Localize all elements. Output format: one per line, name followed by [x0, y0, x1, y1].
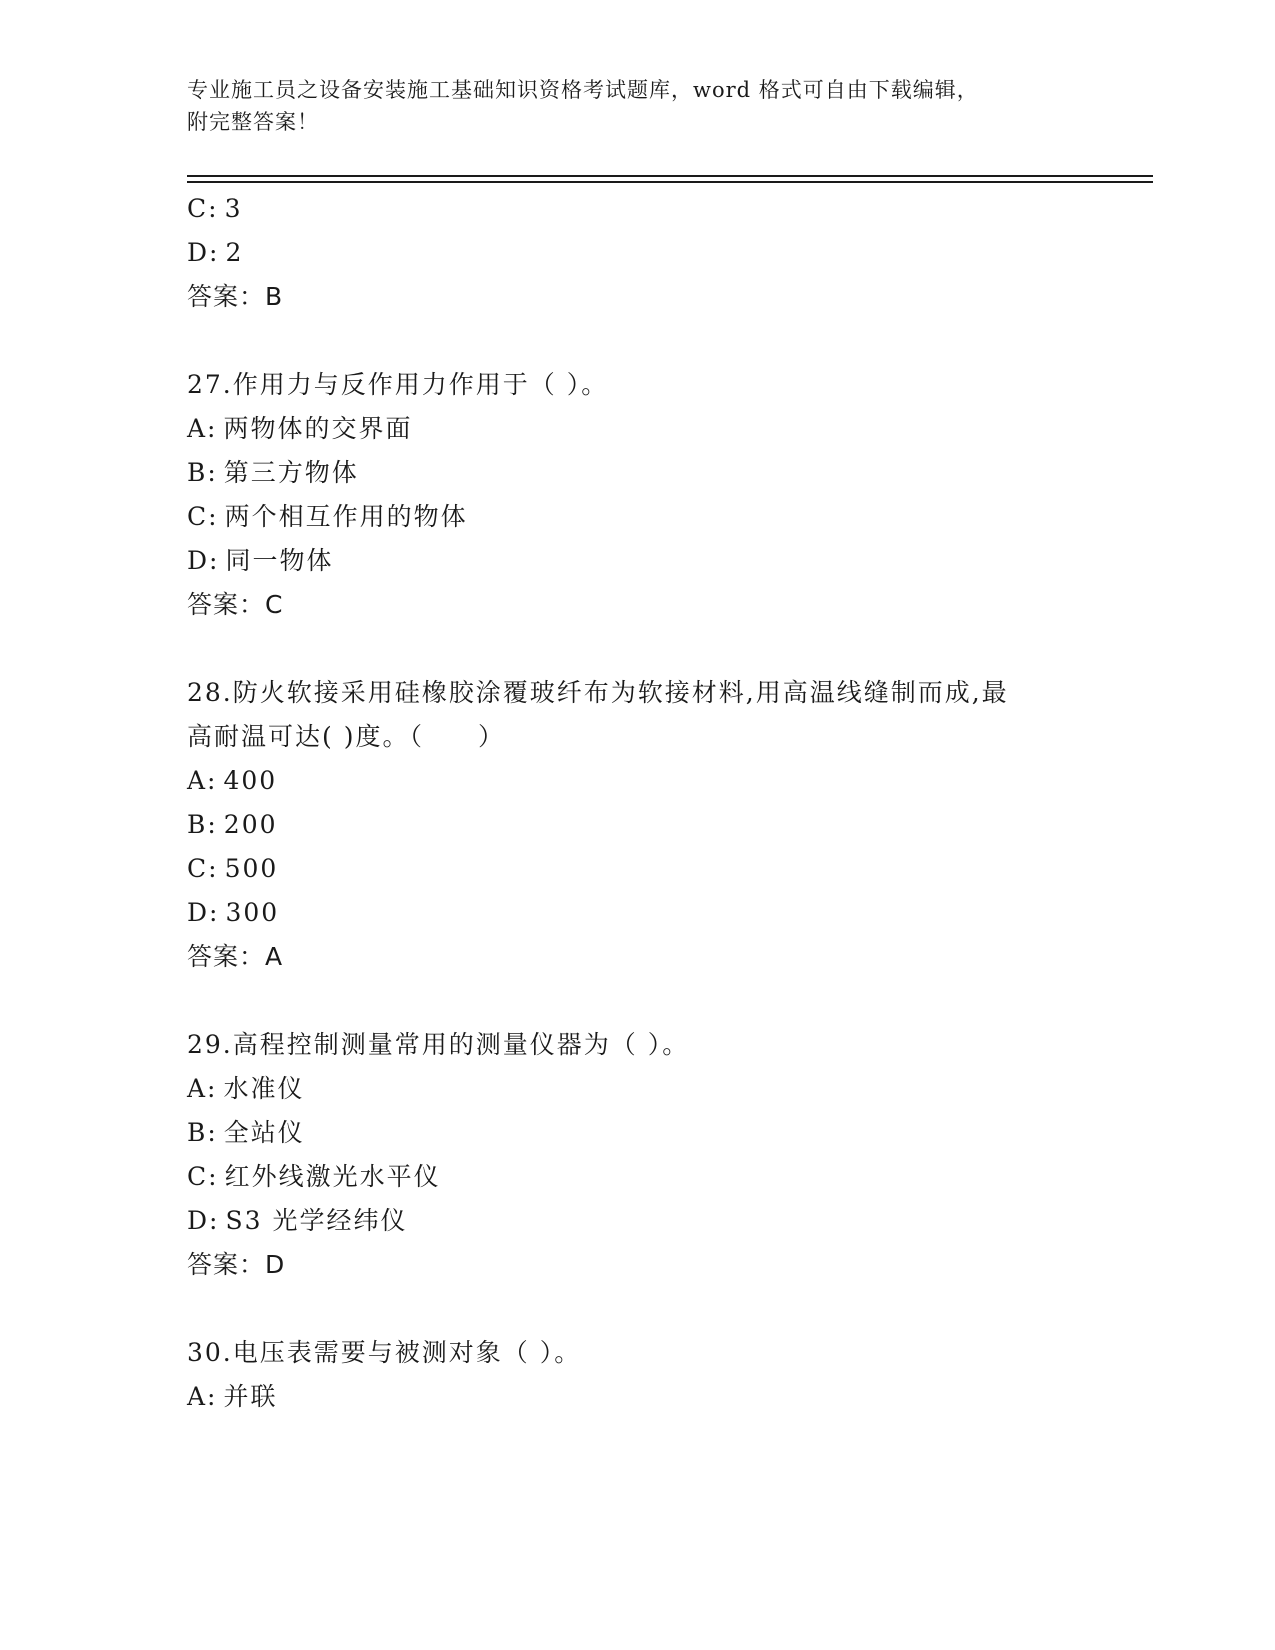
- option-text: 两个相互作用的物体: [224, 502, 468, 531]
- question-stem: 30.电压表需要与被测对象（ ）。: [187, 1338, 582, 1367]
- option-row: [187, 412, 413, 446]
- option-key: C:: [187, 1162, 219, 1191]
- option-row: [187, 456, 359, 490]
- question-stem: 28.防火软接采用硅橡胶涂覆玻纤布为软接材料,用高温线缝制而成,最: [187, 678, 1009, 707]
- option-text: 同一物体: [225, 546, 334, 575]
- option-text: 水准仪: [223, 1074, 305, 1103]
- document-header: [187, 74, 1067, 138]
- option-key: A:: [187, 414, 218, 443]
- option-text: 400: [223, 766, 278, 795]
- answer-line: 答案：C: [187, 590, 284, 619]
- option-key: B:: [187, 1118, 218, 1147]
- option-row: [187, 544, 333, 578]
- option-text: 第三方物体: [223, 458, 359, 487]
- option-text: 全站仪: [223, 1118, 305, 1147]
- header-line-2: 附完整答案！: [187, 110, 319, 134]
- option-row: [187, 808, 278, 842]
- answer-line: 答案：B: [187, 282, 284, 311]
- question-stem: 27.作用力与反作用力作用于（ ）。: [187, 370, 609, 399]
- question-stem: 29.高程控制测量常用的测量仪器为（ ）。: [187, 1030, 690, 1059]
- option-row: [187, 1160, 441, 1194]
- option-row: [187, 192, 242, 226]
- option-text: 500: [224, 854, 279, 883]
- option-row: [187, 500, 468, 534]
- option-key: D:: [187, 898, 220, 927]
- option-key: D:: [187, 1206, 220, 1235]
- option-row: [187, 1072, 305, 1106]
- option-text: 300: [225, 898, 280, 927]
- option-key: A:: [187, 766, 218, 795]
- option-key: C:: [187, 854, 219, 883]
- option-key: D:: [187, 546, 220, 575]
- option-row: [187, 896, 279, 930]
- option-row: [187, 1380, 278, 1414]
- option-key: B:: [187, 810, 218, 839]
- option-row: [187, 1116, 305, 1150]
- header-rule-top: [187, 175, 1153, 177]
- option-text: 200: [223, 810, 278, 839]
- option-key: B:: [187, 458, 218, 487]
- option-text: 红外线激光水平仪: [224, 1162, 441, 1191]
- option-row: [187, 236, 243, 270]
- option-key: C:: [187, 194, 219, 223]
- option-key: A:: [187, 1074, 218, 1103]
- option-row: [187, 852, 278, 886]
- option-row: [187, 764, 277, 798]
- header-rule-bottom: [187, 181, 1153, 183]
- answer-line: 答案：D: [187, 1250, 286, 1279]
- option-key: A:: [187, 1382, 218, 1411]
- question-stem-continued: 高耐温可达( )度。（ ）: [187, 722, 505, 751]
- option-row: [187, 1204, 407, 1238]
- answer-line: 答案：A: [187, 942, 284, 971]
- option-text: 两物体的交界面: [223, 414, 413, 443]
- option-text: 3: [224, 194, 243, 223]
- option-text: S3 光学经纬仪: [225, 1206, 408, 1235]
- option-key: D:: [187, 238, 220, 267]
- option-text: 2: [225, 238, 244, 267]
- option-key: C:: [187, 502, 219, 531]
- option-text: 并联: [223, 1382, 278, 1411]
- header-line-1: 专业施工员之设备安装施工基础知识资格考试题库，word 格式可自由下载编辑，: [187, 78, 979, 102]
